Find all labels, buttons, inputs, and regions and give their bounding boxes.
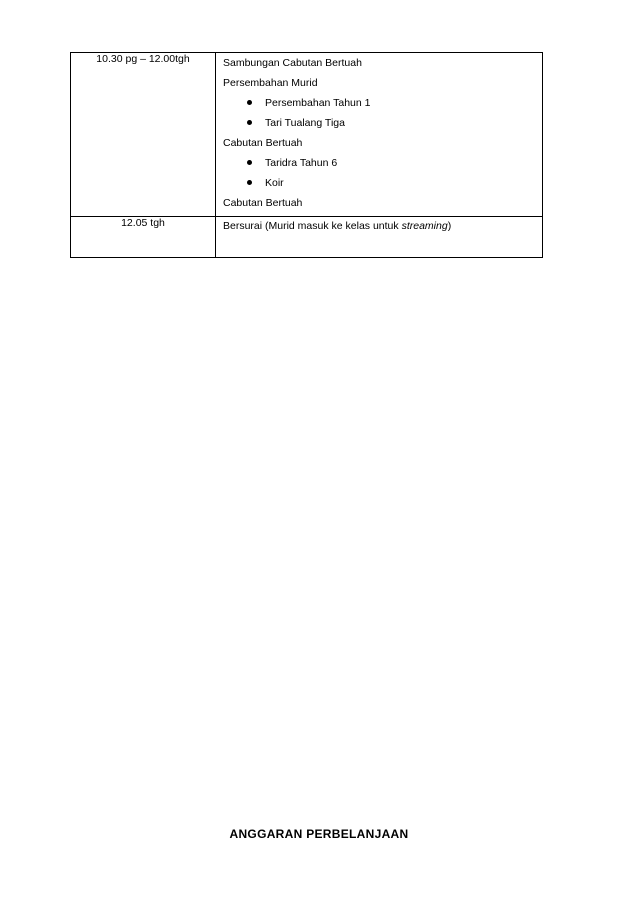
activity-text: Bersurai (Murid masuk ke kelas untuk xyxy=(223,220,402,232)
schedule-table xyxy=(70,52,543,258)
activity-line xyxy=(216,217,542,232)
bullet-item xyxy=(223,156,536,176)
section-heading: ANGGARAN PERBELANJAAN xyxy=(229,827,409,841)
bullet-icon xyxy=(247,180,252,185)
activity-line: Sambungan Cabutan Bertuah xyxy=(223,57,362,69)
time-cell xyxy=(71,217,216,258)
bullet-item xyxy=(223,116,536,136)
time-text: 12.05 tgh xyxy=(121,217,165,229)
activity-line: Persembahan Murid xyxy=(223,77,318,89)
activity-cell xyxy=(216,53,543,217)
bullet-text: Taridra Tahun 6 xyxy=(265,157,338,169)
bullet-text: Koir xyxy=(265,177,284,189)
bullet-icon xyxy=(247,120,252,125)
activity-text-end: ) xyxy=(447,220,452,232)
bullet-icon xyxy=(247,160,252,165)
table-row xyxy=(71,53,543,217)
bullet-icon xyxy=(247,100,252,105)
time-text: 10.30 pg – 12.00tgh xyxy=(96,53,190,65)
bullet-text: Persembahan Tahun 1 xyxy=(265,97,371,109)
activity-cell xyxy=(216,217,543,258)
time-cell xyxy=(71,53,216,217)
activity-italic-text: streaming xyxy=(401,220,448,232)
bullet-item xyxy=(223,176,536,196)
table-row xyxy=(71,217,543,258)
activity-line: Cabutan Bertuah xyxy=(223,137,303,149)
activity-line: Cabutan Bertuah xyxy=(223,197,303,209)
bullet-text: Tari Tualang Tiga xyxy=(265,117,345,129)
bullet-item xyxy=(223,96,536,116)
